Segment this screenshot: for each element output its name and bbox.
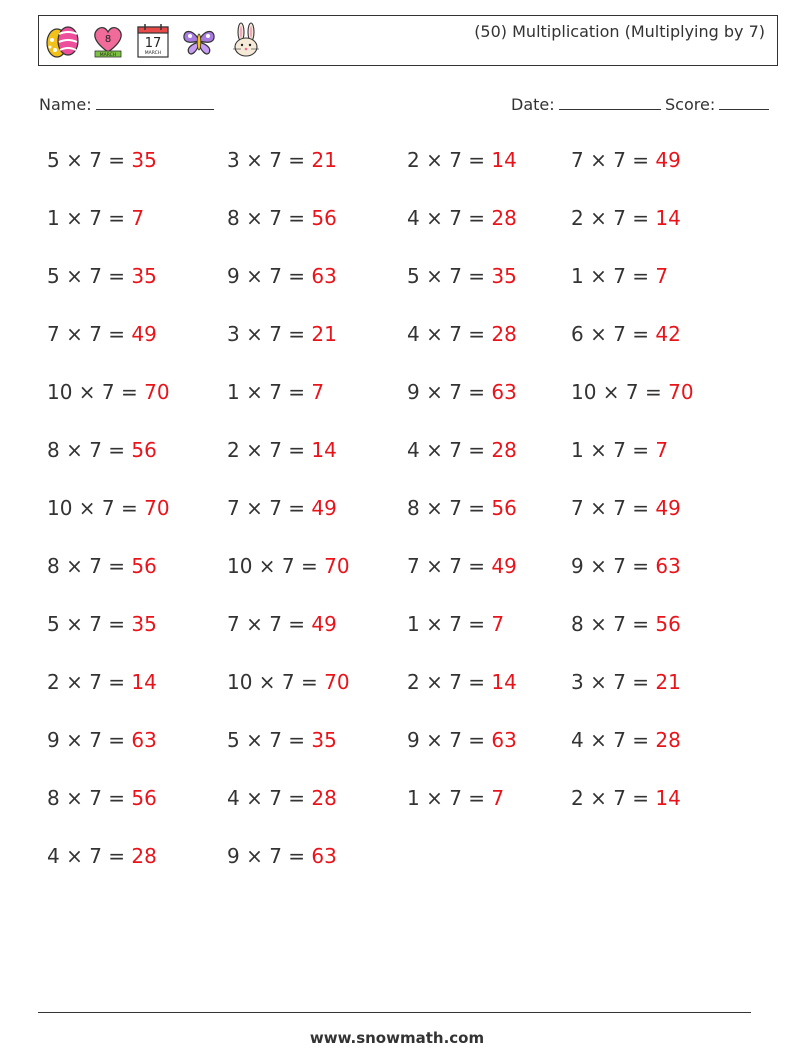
multiplication-problem (47, 148, 157, 172)
problem-question: 1 × 7 = (227, 380, 306, 404)
multiplication-problem (571, 554, 681, 578)
problem-question: 7 × 7 = (227, 612, 306, 636)
problem-answer: 56 (491, 496, 517, 520)
name-field (39, 94, 214, 114)
multiplication-problem (571, 612, 681, 636)
problem-answer: 49 (131, 322, 157, 346)
problem-answer: 49 (655, 496, 681, 520)
svg-text:MARCH: MARCH (99, 53, 117, 58)
problem-answer: 7 (491, 786, 505, 810)
problem-answer: 49 (311, 496, 337, 520)
problem-answer: 7 (491, 612, 505, 636)
problem-question: 1 × 7 = (47, 206, 126, 230)
problem-question: 8 × 7 = (47, 438, 126, 462)
problem-question: 7 × 7 = (227, 496, 306, 520)
multiplication-problem (571, 206, 681, 230)
problem-answer: 35 (131, 264, 157, 288)
problem-question: 10 × 7 = (47, 380, 138, 404)
problem-question: 2 × 7 = (571, 786, 650, 810)
multiplication-problem (227, 728, 337, 752)
calendar-march-17-icon (135, 22, 171, 60)
problem-question: 5 × 7 = (47, 612, 126, 636)
multiplication-problem (47, 670, 157, 694)
problem-answer: 35 (131, 612, 157, 636)
problem-answer: 49 (491, 554, 517, 578)
easter-egg-icon (43, 22, 81, 60)
svg-text:17: 17 (144, 36, 162, 51)
problem-answer: 14 (655, 206, 681, 230)
problem-question: 10 × 7 = (227, 554, 318, 578)
problem-question: 2 × 7 = (47, 670, 126, 694)
multiplication-problem (227, 380, 324, 404)
problem-answer: 21 (311, 148, 337, 172)
multiplication-problem (571, 496, 681, 520)
multiplication-problem (407, 786, 504, 810)
problem-question: 2 × 7 = (227, 438, 306, 462)
multiplication-problem (47, 380, 170, 404)
problem-answer: 56 (131, 554, 157, 578)
problem-question: 7 × 7 = (47, 322, 126, 346)
date-label: Date: (511, 95, 555, 114)
problem-answer: 21 (311, 322, 337, 346)
problem-question: 9 × 7 = (407, 728, 486, 752)
problem-answer: 21 (655, 670, 681, 694)
multiplication-problem (227, 844, 337, 868)
multiplication-problem (407, 670, 517, 694)
svg-text:MARCH: MARCH (144, 51, 162, 56)
problem-question: 1 × 7 = (407, 786, 486, 810)
multiplication-problem (227, 438, 337, 462)
problem-question: 5 × 7 = (47, 264, 126, 288)
bunny-icon (227, 22, 265, 60)
problem-answer: 14 (311, 438, 337, 462)
multiplication-problem (47, 844, 157, 868)
problem-question: 6 × 7 = (571, 322, 650, 346)
heart-march-8-icon (90, 22, 126, 60)
problem-answer: 70 (668, 380, 694, 404)
multiplication-problem (47, 612, 157, 636)
problem-question: 1 × 7 = (571, 438, 650, 462)
problem-question: 4 × 7 = (407, 438, 486, 462)
score-blank (719, 94, 769, 110)
name-label: Name: (39, 95, 92, 114)
problem-answer: 28 (311, 786, 337, 810)
problem-question: 9 × 7 = (227, 264, 306, 288)
multiplication-problem (227, 496, 337, 520)
svg-text:8: 8 (104, 34, 112, 45)
multiplication-problem (47, 438, 157, 462)
problem-question: 8 × 7 = (407, 496, 486, 520)
problem-answer: 28 (655, 728, 681, 752)
problem-question: 4 × 7 = (571, 728, 650, 752)
multiplication-problem (407, 380, 517, 404)
multiplication-problem (571, 322, 681, 346)
problem-question: 5 × 7 = (407, 264, 486, 288)
problem-question: 3 × 7 = (571, 670, 650, 694)
multiplication-problem (407, 612, 504, 636)
problem-answer: 49 (311, 612, 337, 636)
problem-answer: 14 (655, 786, 681, 810)
problem-question: 4 × 7 = (407, 206, 486, 230)
problem-question: 9 × 7 = (227, 844, 306, 868)
problem-question: 10 × 7 = (571, 380, 662, 404)
problem-answer: 28 (491, 322, 517, 346)
problem-answer: 35 (491, 264, 517, 288)
footer-website: www.snowmath.com (309, 1029, 485, 1047)
multiplication-problem (571, 264, 668, 288)
problem-question: 9 × 7 = (571, 554, 650, 578)
problem-answer: 70 (324, 670, 350, 694)
problem-question: 4 × 7 = (47, 844, 126, 868)
problem-question: 8 × 7 = (47, 786, 126, 810)
problem-question: 7 × 7 = (407, 554, 486, 578)
score-label: Score: (665, 95, 716, 114)
multiplication-problem (47, 728, 157, 752)
problem-answer: 7 (131, 206, 145, 230)
problem-answer: 70 (144, 496, 170, 520)
problem-answer: 35 (131, 148, 157, 172)
problem-answer: 14 (131, 670, 157, 694)
date-blank (559, 94, 661, 110)
multiplication-problem (571, 148, 681, 172)
problem-answer: 63 (655, 554, 681, 578)
butterfly-icon (180, 22, 218, 60)
problem-question: 3 × 7 = (227, 322, 306, 346)
problem-answer: 35 (311, 728, 337, 752)
problem-answer: 63 (491, 728, 517, 752)
problem-question: 9 × 7 = (47, 728, 126, 752)
multiplication-problem (407, 728, 517, 752)
problem-answer: 70 (324, 554, 350, 578)
multiplication-problem (227, 670, 350, 694)
problem-answer: 42 (655, 322, 681, 346)
problem-question: 9 × 7 = (407, 380, 486, 404)
problem-question: 2 × 7 = (571, 206, 650, 230)
worksheet-title: (50) Multiplication (Multiplying by 7) (474, 22, 765, 41)
problem-answer: 7 (655, 264, 669, 288)
multiplication-problem (407, 206, 517, 230)
multiplication-problem (407, 322, 517, 346)
footer-divider (38, 1012, 751, 1013)
multiplication-problem (227, 612, 337, 636)
problem-answer: 56 (655, 612, 681, 636)
problem-answer: 56 (131, 786, 157, 810)
multiplication-problem (571, 728, 681, 752)
date-field (511, 94, 661, 114)
problem-answer: 28 (491, 206, 517, 230)
multiplication-problem (227, 264, 337, 288)
problem-question: 3 × 7 = (227, 148, 306, 172)
multiplication-problem (47, 264, 157, 288)
multiplication-problem (227, 206, 337, 230)
problem-answer: 14 (491, 670, 517, 694)
problem-question: 8 × 7 = (227, 206, 306, 230)
problem-question: 7 × 7 = (571, 496, 650, 520)
score-field (665, 94, 769, 114)
multiplication-problem (47, 322, 157, 346)
problem-answer: 14 (491, 148, 517, 172)
problem-answer: 28 (491, 438, 517, 462)
problem-answer: 63 (311, 844, 337, 868)
problem-question: 2 × 7 = (407, 670, 486, 694)
multiplication-problem (47, 496, 170, 520)
multiplication-problem (407, 264, 517, 288)
multiplication-problem (571, 786, 681, 810)
problem-question: 5 × 7 = (47, 148, 126, 172)
worksheet-header (38, 15, 778, 66)
problem-question: 8 × 7 = (47, 554, 126, 578)
multiplication-problem (571, 670, 681, 694)
multiplication-problem (407, 148, 517, 172)
problem-question: 4 × 7 = (227, 786, 306, 810)
problem-answer: 63 (491, 380, 517, 404)
problem-answer: 70 (144, 380, 170, 404)
multiplication-problem (571, 438, 668, 462)
problem-answer: 63 (131, 728, 157, 752)
problem-answer: 49 (655, 148, 681, 172)
multiplication-problem (47, 786, 157, 810)
header-icons (43, 21, 274, 61)
problem-question: 1 × 7 = (407, 612, 486, 636)
problem-question: 8 × 7 = (571, 612, 650, 636)
problem-question: 1 × 7 = (571, 264, 650, 288)
multiplication-problem (227, 148, 337, 172)
multiplication-problem (47, 554, 157, 578)
problem-question: 5 × 7 = (227, 728, 306, 752)
problem-question: 2 × 7 = (407, 148, 486, 172)
problem-answer: 7 (655, 438, 669, 462)
multiplication-problem (571, 380, 694, 404)
problem-answer: 63 (311, 264, 337, 288)
multiplication-problem (407, 554, 517, 578)
multiplication-problem (227, 322, 337, 346)
problem-answer: 56 (311, 206, 337, 230)
multiplication-problem (227, 554, 350, 578)
problem-question: 4 × 7 = (407, 322, 486, 346)
problem-question: 7 × 7 = (571, 148, 650, 172)
problem-question: 10 × 7 = (227, 670, 318, 694)
problem-question: 10 × 7 = (47, 496, 138, 520)
problem-answer: 56 (131, 438, 157, 462)
problem-answer: 7 (311, 380, 325, 404)
multiplication-problem (407, 496, 517, 520)
multiplication-problem (47, 206, 144, 230)
multiplication-problem (407, 438, 517, 462)
multiplication-problem (227, 786, 337, 810)
problem-answer: 28 (131, 844, 157, 868)
name-blank (96, 94, 214, 110)
